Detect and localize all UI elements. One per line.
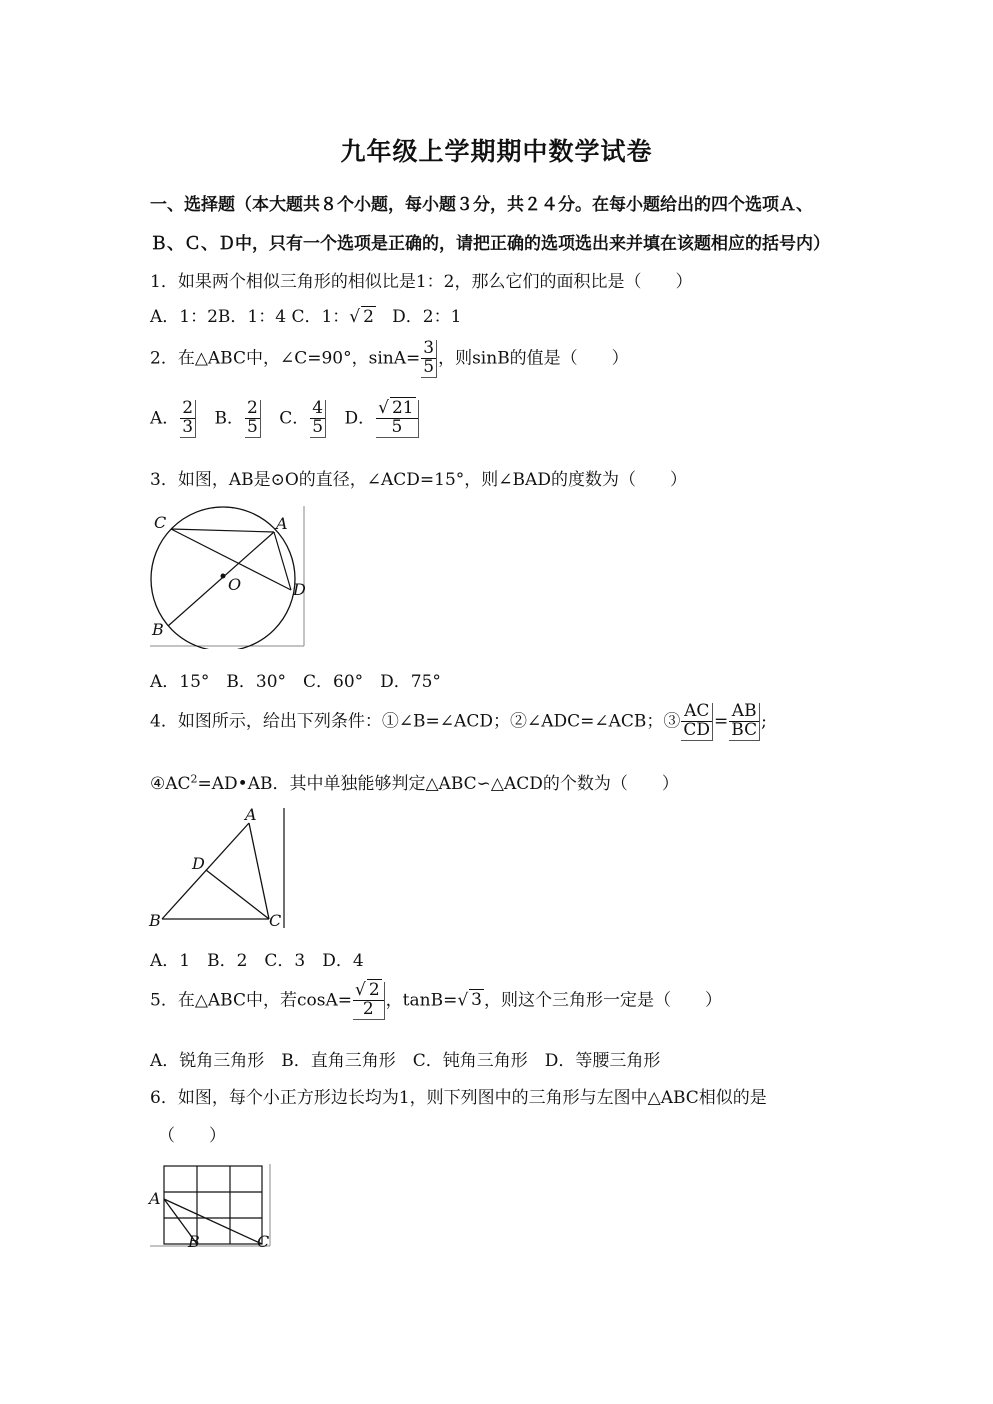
svg-text:D: D: [192, 854, 205, 873]
svg-text:O: O: [228, 575, 242, 594]
q3-diameter-ab: [168, 532, 274, 626]
svg-text:C: C: [257, 1232, 270, 1251]
page-title: 九年级上学期期中数学试卷: [340, 137, 653, 166]
q4-triangle-figure: [148, 806, 288, 931]
svg-text:A: A: [149, 1189, 161, 1208]
svg-text:D: D: [293, 580, 306, 599]
question-3-options: A．15° B．30° C．60° D．75°: [150, 672, 441, 692]
svg-text:B: B: [152, 620, 164, 639]
q2-sina-fraction: $\frac{3}{5}$: [421, 340, 437, 378]
q6-grid-figure: [146, 1160, 274, 1252]
q4-fraction-ac-cd: $\frac{AC}{CD}$: [681, 703, 713, 741]
question-6-stem: 6．如图，每个小正方形边长均为1，则下列图中的三角形与左图中△ABC相似的是: [150, 1088, 767, 1108]
svg-text:B: B: [188, 1232, 200, 1251]
svg-text:A: A: [245, 806, 257, 824]
question-1-options: [150, 302, 461, 327]
svg-text:C: C: [269, 911, 282, 930]
q2-option-d: D． $\frac{√ 21}{5}$: [345, 400, 420, 438]
question-5-stem: 5．在△ABC中，若cosA= $\frac{√ 2}{2}$ ，tanB=√ 3 ，则这个三角形一定是（ ）: [150, 980, 722, 1019]
q4-side-ac: [249, 823, 269, 919]
question-4-options: A．1 B．2 C．3 D．4: [150, 951, 364, 971]
question-1-stem: 1．如果两个相似三角形的相似比是1：2，那么它们的面积比是（ ）: [150, 272, 693, 292]
q4-segment-dc: [206, 870, 269, 919]
q3-chord-ca: [171, 529, 274, 532]
q3-center-dot: [221, 574, 226, 579]
question-5-options: A．锐角三角形 B．直角三角形 C．钝角三角形 D．等腰三角形: [150, 1051, 661, 1071]
section-heading-line2: Ｂ、Ｃ、Ｄ中，只有一个选项是正确的，请把正确的选项选出来并填在该题相应的括号内）: [150, 234, 830, 254]
q1-option-c: C．1：√ 2: [291, 307, 374, 327]
question-6-answer-bracket: （ ）: [158, 1126, 226, 1146]
q6-side-ac: [164, 1199, 262, 1244]
q6-grid: [164, 1166, 262, 1244]
question-3-stem: 3．如图，AB是⊙O的直径，∠ACD=15°，则∠BAD的度数为（ ）: [150, 470, 687, 490]
svg-text:A: A: [276, 514, 288, 533]
q2-option-a: A． $\frac{2}{3}$: [150, 400, 197, 438]
question-2-stem: 2．在△ABC中，∠C=90°，sinA= $\frac{3}{5}$ ，则sinB的值是（ ）: [150, 338, 629, 377]
svg-text:C: C: [154, 513, 167, 532]
q1-option-d: D．2：1: [392, 307, 462, 327]
q1-option-b: B．1：4: [217, 307, 287, 327]
svg-text:B: B: [149, 911, 161, 930]
q1-option-a: A．1：2: [150, 307, 218, 327]
q4-fraction-ab-bc: $\frac{AB}{BC}$: [729, 703, 760, 741]
q5-cosa-fraction: $\frac{√ 2}{2}$: [353, 982, 385, 1020]
section-heading-line1: 一、选择题（本大题共８个小题，每小题３分，共２４分。在每小题给出的四个选项Ａ、: [150, 195, 813, 215]
q3-chord-ad: [274, 532, 291, 590]
q2-option-b: B． $\frac{2}{5}$: [215, 400, 262, 438]
q4-side-ba: [162, 823, 249, 919]
q3-circle-figure: [148, 504, 308, 649]
question-4-stem: 4．如图所示，给出下列条件：①∠B=∠ACD；②∠ADC=∠ACB；③ $\frac{AC}{CD}$ = $\frac{AB}{BC}$ ;: [150, 701, 767, 740]
question-4-condition-4: $④AC^2=AD•AB$．其中单独能够判定△ABC∽△ACD的个数为（ ）: [150, 772, 679, 794]
q2-option-c: C． $\frac{4}{5}$: [279, 400, 327, 438]
question-2-options: [150, 400, 432, 438]
